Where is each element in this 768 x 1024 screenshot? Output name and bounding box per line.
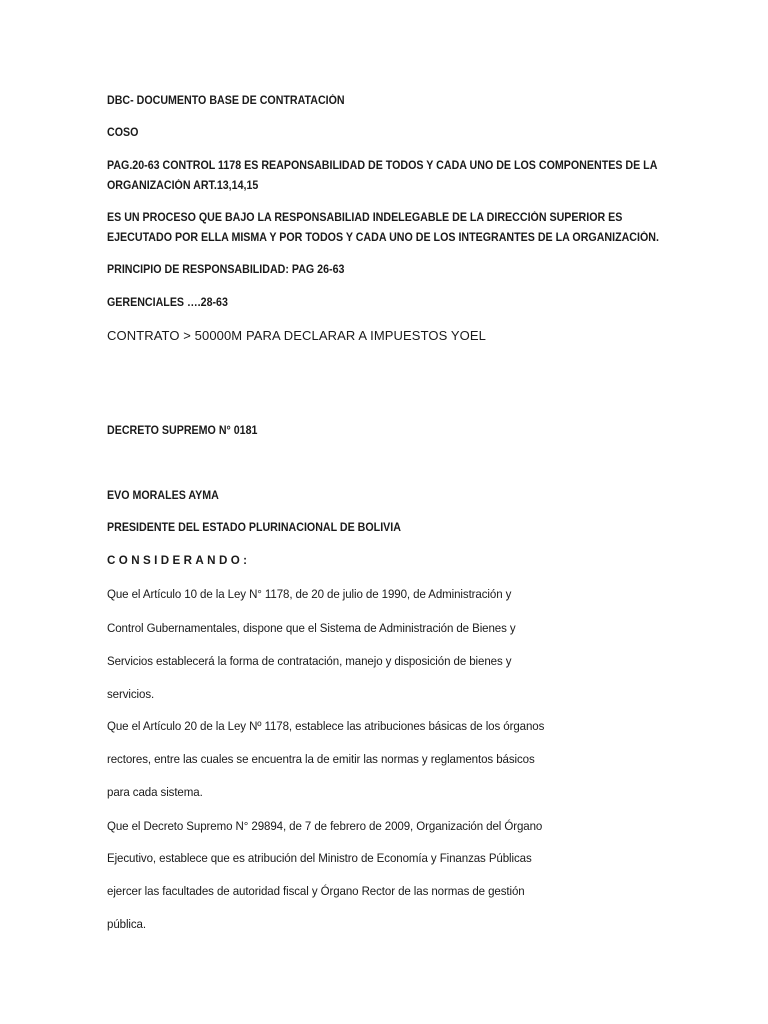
doc-text-line: PAG.20-63 CONTROL 1178 ES REAPONSABILIDAD DE TODOS Y CADA UNO DE LOS COMPONENTES DE LA	[107, 159, 658, 172]
body-line: rectores, entre las cuales se encuentra la de emitir las normas y reglamentos básicos	[107, 752, 535, 766]
body-line: Que el Artículo 20 de la Ley Nº 1178, establece las atribuciones básicas de los órganos	[107, 719, 545, 733]
doc-text-line: PRINCIPIO DE RESPONSABILIDAD: PAG 26-63	[107, 263, 345, 276]
doc-text-line: EJECUTADO POR ELLA MISMA Y POR TODOS Y CADA UNO DE LOS INTEGRANTES DE LA ORGANIZACIÓN.	[107, 231, 659, 244]
body-line: Servicios establecerá la forma de contratación, manejo y disposición de bienes y	[107, 654, 512, 668]
signatory-name: EVO MORALES AYMA	[107, 489, 219, 502]
contract-note: CONTRATO > 50000M PARA DECLARAR A IMPUESTOS YOEL	[107, 328, 486, 343]
body-line: para cada sistema.	[107, 785, 203, 799]
body-line: pública.	[107, 917, 146, 931]
considerando-heading: CONSIDERANDO:	[107, 554, 251, 567]
body-line: Que el Decreto Supremo N° 29894, de 7 de febrero de 2009, Organización del Órgano	[107, 819, 543, 833]
decree-title: DECRETO SUPREMO N° 0181	[107, 424, 258, 437]
body-line: Que el Artículo 10 de la Ley N° 1178, de 20 de julio de 1990, de Administración y	[107, 587, 512, 601]
body-line: ejercer las facultades de autoridad fiscal y Órgano Rector de las normas de gestión	[107, 884, 525, 898]
body-line: Ejecutivo, establece que es atribución del Ministro de Economía y Finanzas Públicas	[107, 851, 532, 865]
body-line: Control Gubernamentales, dispone que el Sistema de Administración de Bienes y	[107, 621, 516, 635]
signatory-title: PRESIDENTE DEL ESTADO PLURINACIONAL DE BOLIVIA	[107, 521, 401, 534]
doc-text-line: ORGANIZACIÓN ART.13,14,15	[107, 179, 259, 192]
doc-heading-dbc: DBC- DOCUMENTO BASE DE CONTRATACIÓN	[107, 94, 345, 107]
doc-heading-coso: COSO	[107, 126, 139, 139]
body-line: servicios.	[107, 687, 155, 701]
doc-text-line: ES UN PROCESO QUE BAJO LA RESPONSABILIAD INDELEGABLE DE LA DIRECCIÓN SUPERIOR ES	[107, 211, 623, 224]
doc-text-line: GERENCIALES ….28-63	[107, 296, 228, 309]
